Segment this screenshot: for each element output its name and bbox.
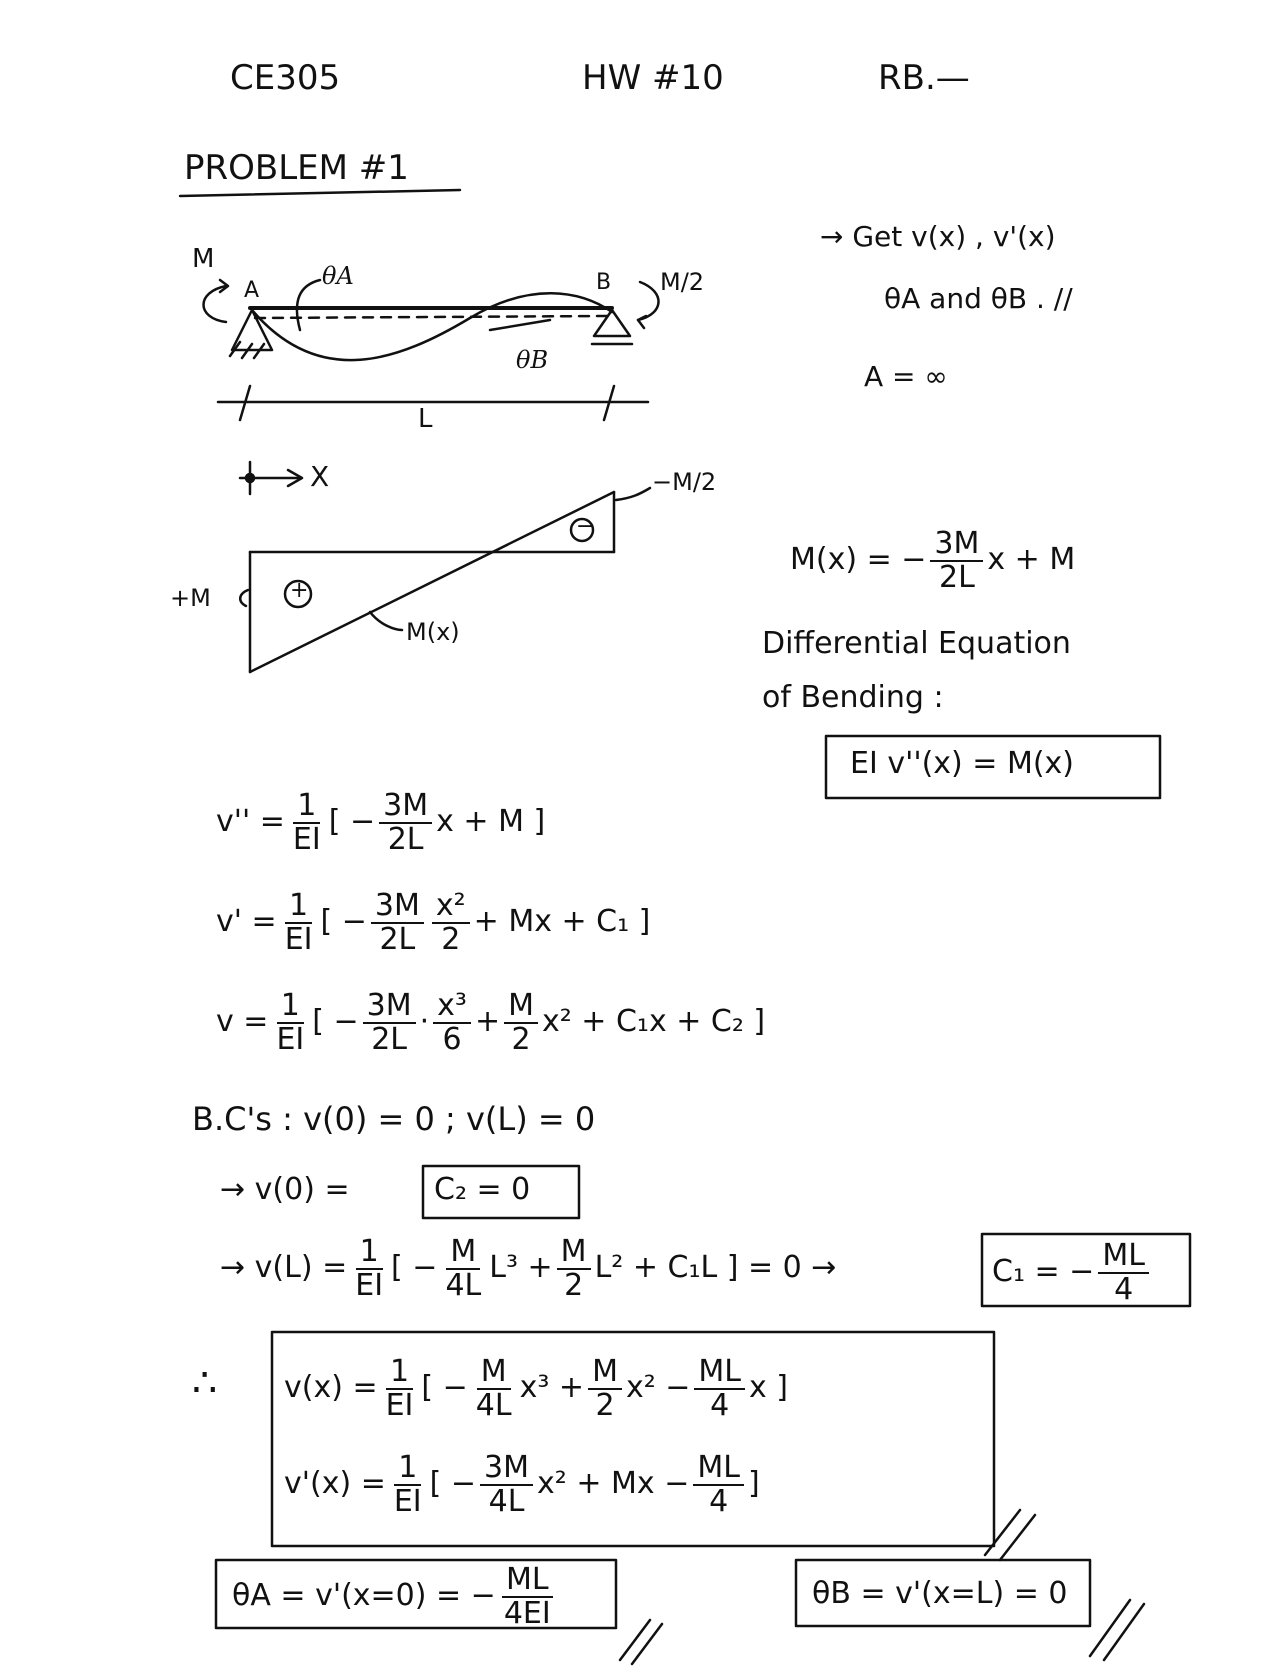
- theta-a-leader: [297, 280, 320, 330]
- bc2-equation: → v(L) = $\frac{1}{EI}$ [ − $\frac{M}{4L}$ L³ + $\frac{M}{2}$ L² + C₁L ] = 0 →: [220, 1234, 837, 1303]
- problem-underline: [180, 190, 460, 196]
- final-v-equation: v(x) = $\frac{1}{EI}$ [ − $\frac{M}{4L}$ x³ + $\frac{M}{2}$ x² − $\frac{ML}{4}$ x ]: [284, 1354, 789, 1423]
- point-b-label: B: [596, 270, 612, 295]
- problem-title: PROBLEM #1: [184, 148, 409, 188]
- theta-a-result: θA = v'(x=0) = − $\frac{ML}{4EI}$: [232, 1562, 551, 1631]
- final-vprime-equation: v'(x) = $\frac{1}{EI}$ [ − $\frac{3M}{4L}$ x² + Mx − $\frac{ML}{4}$ ]: [284, 1450, 760, 1519]
- v-first-derivative: v' = $\frac{1}{EI}$ [ − $\frac{3M}{2L}$ $\frac{\text{x²}}{2}$ + Mx + C₁ ]: [216, 888, 651, 957]
- moment-negative-value: −M/2: [652, 468, 717, 496]
- therefore-symbol: ∴: [192, 1360, 218, 1406]
- diff-title-line1: Differential Equation: [762, 626, 1071, 661]
- diff-equation: EI v''(x) = M(x): [850, 746, 1075, 781]
- c2-result: C₂ = 0: [434, 1172, 531, 1207]
- deflected-shape: [252, 293, 612, 360]
- v-second-derivative: v'' = $\frac{1}{EI}$ [ − $\frac{3M}{2L}$ x + M ]: [216, 788, 546, 857]
- moment-equation: M(x) = − $\frac{3M}{2L}$ x + M: [790, 526, 1076, 595]
- negative-sign: −: [576, 514, 595, 539]
- moment-right-label: M/2: [660, 268, 705, 296]
- hw-number: HW #10: [582, 58, 724, 98]
- moment-positive-value: +M: [170, 584, 211, 612]
- beam-axis-dashed: [255, 316, 608, 318]
- course-code: CE305: [230, 58, 341, 98]
- c1-result: C₁ = − $\frac{ML}{4}$: [992, 1240, 1153, 1305]
- x-axis-label: X: [310, 460, 330, 493]
- point-a-label: A: [244, 278, 260, 303]
- theta-b-label: θB: [516, 346, 549, 374]
- initials: RB.—: [878, 58, 970, 98]
- span-label: L: [418, 404, 433, 434]
- moment-arrow-right: [638, 282, 659, 320]
- bc1-text: → v(0) =: [220, 1172, 350, 1207]
- v-deflection: v = $\frac{1}{EI}$ [ − $\frac{3M}{2L}$ · $\frac{\text{x³}}{6}$ + $\frac{M}{2}$ x² + C₁x + C₂ ]: [216, 988, 766, 1057]
- boundary-conditions: B.C's : v(0) = 0 ; v(L) = 0: [192, 1100, 596, 1138]
- area-note: A = ∞: [864, 360, 948, 393]
- diff-title-line2: of Bending :: [762, 680, 944, 715]
- moment-left-label: M: [192, 244, 215, 274]
- roller-support-b: [594, 310, 630, 336]
- get-line-2: θA and θB . //: [884, 282, 1073, 315]
- theta-b-tangent: [490, 320, 550, 330]
- get-line-1: → Get v(x) , v'(x): [820, 220, 1056, 253]
- theta-b-result: θB = v'(x=L) = 0: [812, 1576, 1068, 1611]
- theta-a-label: θA: [322, 262, 354, 290]
- mx-label: M(x): [406, 618, 460, 646]
- positive-sign: +: [290, 578, 309, 603]
